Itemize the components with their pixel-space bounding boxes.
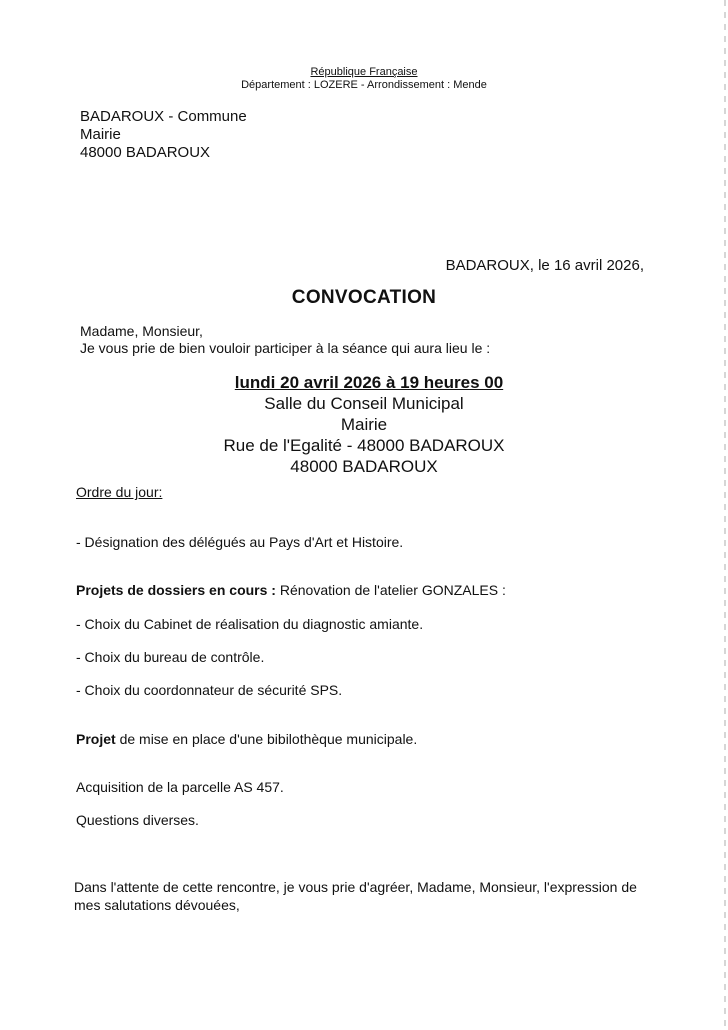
agenda-projet-line	[76, 731, 417, 747]
meeting-datetime: lundi 20 avril 2026 à 19 heures 00	[234, 373, 504, 392]
agenda-projets-line	[76, 582, 506, 598]
projet-rest-text: de mise en place d'une bibilothèque municipale.	[115, 731, 418, 747]
sender-line-3: 48000 BADAROUX	[80, 144, 211, 161]
closing-line-2: mes salutations dévouées,	[74, 897, 240, 913]
sender-address	[80, 108, 247, 162]
meeting-details	[0, 372, 728, 477]
page-title: CONVOCATION	[291, 287, 437, 308]
agenda-item-controle: - Choix du bureau de contrôle.	[76, 649, 265, 665]
republique-label: République Française	[310, 66, 418, 78]
departement-label: Département : LOZERE - Arrondissement : Mende	[241, 79, 487, 91]
meeting-building: Mairie	[340, 415, 388, 434]
closing-text	[74, 878, 637, 914]
salutation	[80, 323, 490, 357]
document-header	[0, 66, 728, 92]
projets-bold-label: Projets de dossiers en cours :	[76, 582, 276, 598]
sender-line-1: BADAROUX - Commune	[80, 108, 247, 125]
agenda-item-delegues: - Désignation des délégués au Pays d'Art et Histoire.	[76, 534, 404, 550]
greeting: Madame, Monsieur,	[80, 323, 203, 339]
closing-line-1: Dans l'attente de cette rencontre, je vous prie d'agréer, Madame, Monsieur, l'expression de	[74, 879, 637, 895]
intro-text: Je vous prie de bien vouloir participer à la séance qui aura lieu le :	[80, 340, 491, 356]
agenda-item-amiante: - Choix du Cabinet de réalisation du diagnostic amiante.	[76, 616, 424, 632]
meeting-city: 48000 BADAROUX	[290, 457, 438, 476]
meeting-room: Salle du Conseil Municipal	[264, 394, 464, 413]
agenda-item-sps: - Choix du coordonnateur de sécurité SPS.	[76, 682, 343, 698]
meeting-street: Rue de l'Egalité - 48000 BADAROUX	[223, 436, 505, 455]
scan-edge-mark	[724, 0, 726, 1030]
agenda-item-questions: Questions diverses.	[76, 812, 199, 828]
sender-line-2: Mairie	[80, 126, 121, 143]
projet-bold-label: Projet	[76, 731, 116, 747]
document-date: BADAROUX, le 16 avril 2026,	[445, 257, 644, 274]
agenda-item-acquisition: Acquisition de la parcelle AS 457.	[76, 779, 284, 795]
agenda-heading: Ordre du jour:	[76, 484, 163, 500]
projets-rest-text: Rénovation de l'atelier GONZALES :	[275, 582, 506, 598]
